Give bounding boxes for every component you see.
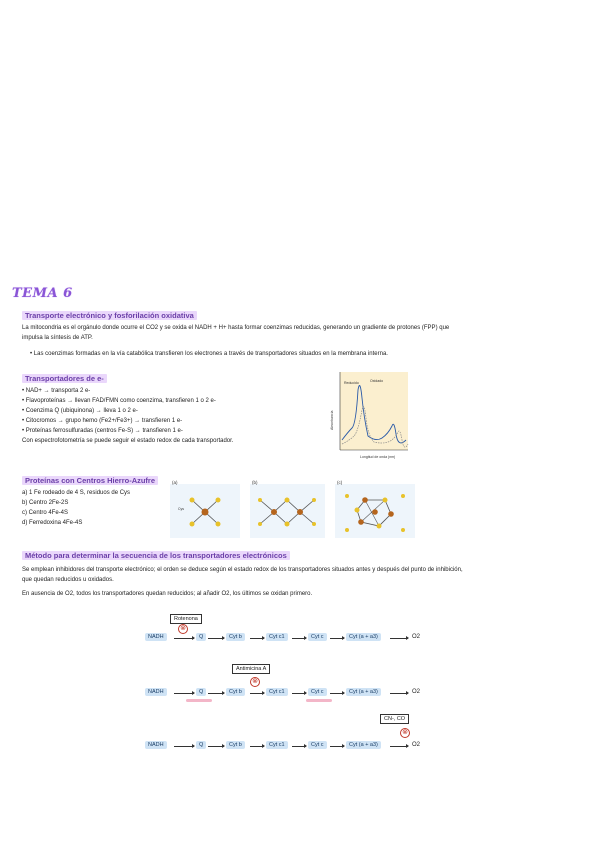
chain-arrow <box>250 638 264 639</box>
chain-node: Cyt (a + a3) <box>346 633 381 641</box>
chain-node: Cyt b <box>226 688 245 696</box>
panel-label: (c) <box>337 480 343 485</box>
electron-chain-rotenona <box>140 625 440 651</box>
cys-label: Cys <box>178 507 185 511</box>
chain-arrow <box>292 638 306 639</box>
list-item: • Proteínas ferrosulfuradas (centros Fe-S) → transfieren 1 e- <box>22 428 183 434</box>
chain-arrow <box>208 638 224 639</box>
chain-node: Cyt (a + a3) <box>346 688 381 696</box>
paragraph-method-cont: que quedan reducidos u oxidados. <box>22 577 114 583</box>
inhibitor-label-rotenona: Rotenona <box>170 614 202 624</box>
transporters-list <box>22 386 233 446</box>
chain-node: Cyt c1 <box>266 633 288 641</box>
chain-node: NADH <box>145 741 167 749</box>
chain-node: Cyt c <box>308 633 327 641</box>
chain-node: Cyt c <box>308 741 327 749</box>
oxidized-highlight <box>306 699 332 702</box>
chain-node: Q <box>196 688 206 696</box>
spectrum-xlabel: Longitud de onda (nm) <box>360 455 396 459</box>
chain-arrow <box>390 638 408 639</box>
fes-cluster-a <box>170 478 240 540</box>
paragraph-method-2: En ausencia de O2, todos los transportadores quedan reducidos; al añadir O2, los últimos se oxidan primero. <box>22 591 313 597</box>
chain-arrow <box>292 693 306 694</box>
chain-node: Q <box>196 633 206 641</box>
chain-node: Cyt b <box>226 741 245 749</box>
chain-node: Q <box>196 741 206 749</box>
electron-chain-antimicina <box>140 680 440 706</box>
list-item: b) Centro 2Fe-2S <box>22 500 69 506</box>
fes-cluster-c <box>335 478 415 540</box>
chain-arrow <box>174 746 194 747</box>
chain-arrow <box>390 693 408 694</box>
chain-node: Cyt b <box>226 633 245 641</box>
chain-node: Cyt c1 <box>266 741 288 749</box>
chain-arrow <box>292 746 306 747</box>
inhibitor-label-cn-co: CN-, CO <box>380 714 409 724</box>
spectrum-ylabel: Absorbancia <box>330 410 334 430</box>
section-heading-transporte: Transporte electrónico y fosforilación oxidativa <box>22 311 197 320</box>
paragraph-1-cont: impulsa la síntesis de ATP. <box>22 335 93 341</box>
spectrum-label-oxidized: Oxidado <box>370 379 384 383</box>
section-heading-fes: Proteínas con Centros Hierro-Azufre <box>22 476 158 485</box>
fes-cluster-b <box>250 478 325 540</box>
chain-arrow <box>174 693 194 694</box>
list-item: • Coenzima Q (ubiquinona) → lleva 1 o 2 e- <box>22 408 138 414</box>
chain-arrow <box>250 746 264 747</box>
chain-node: NADH <box>145 688 167 696</box>
section-heading-transportadores: Transportadores de e- <box>22 374 107 383</box>
chain-node: Cyt c1 <box>266 688 288 696</box>
chain-arrow <box>390 746 408 747</box>
list-item: d) Ferredoxina 4Fe-4S <box>22 520 83 526</box>
list-item: a) 1 Fe rodeado de 4 S, residuos de Cys <box>22 490 131 496</box>
inhibition-icon: ⊗ <box>178 624 188 634</box>
absorption-spectrum-figure <box>330 370 410 460</box>
list-item: • Citocromos → grupo hemo (Fe2+/Fe3+) → transfieren 1 e- <box>22 418 183 424</box>
panel-label: (a) <box>172 480 178 485</box>
inhibition-icon: ⊗ <box>400 728 410 738</box>
topic-title: TEMA 6 <box>12 286 73 301</box>
chain-arrow <box>330 746 344 747</box>
list-item: Con espectrofotometría se puede seguir el estado redox de cada transportador. <box>22 438 234 444</box>
chain-arrow <box>330 638 344 639</box>
section-heading-metodo: Método para determinar la secuencia de los transportadores electrónicos <box>22 551 290 560</box>
oxygen-label: O2 <box>412 634 421 640</box>
spectrum-label-reduced: Reducido <box>344 381 359 385</box>
fes-list <box>22 488 130 528</box>
chain-node: Cyt c <box>308 688 327 696</box>
chain-node: NADH <box>145 633 167 641</box>
chain-arrow <box>208 693 224 694</box>
chain-node: Cyt (a + a3) <box>346 741 381 749</box>
oxygen-label: O2 <box>412 689 421 695</box>
chain-arrow <box>174 638 194 639</box>
paragraph-1: La mitocondria es el orgánulo donde ocurre el CO2 y se oxida el NADH + H+ hasta formar coenzimas reducidas, generando un gradiente de protones (FPP) que <box>22 325 450 331</box>
electron-chain-cn-co <box>140 733 440 759</box>
list-item: • NAD+ → transporta 2 e- <box>22 388 91 394</box>
panel-label: (b) <box>252 480 258 485</box>
chain-arrow <box>250 693 264 694</box>
list-item: • Flavoproteínas → llevan FAD/FMN como coenzima, transfieren 1 o 2 e- <box>22 398 216 404</box>
inhibition-icon: ⊗ <box>250 677 260 687</box>
chain-arrow <box>208 746 224 747</box>
paragraph-method: Se emplean inhibidores del transporte electrónico; el orden se deduce según el estado redox de los transportadores situados antes y después del punto de inhibición, <box>22 567 463 573</box>
list-item: c) Centro 4Fe-4S <box>22 510 69 516</box>
oxygen-label: O2 <box>412 742 421 748</box>
paragraph-bullet: • Las coenzimas formadas en la vía catabólica transfieren los electrones a través de transportadores situados en la membrana interna. <box>30 351 388 357</box>
reduced-highlight <box>186 699 212 702</box>
inhibitor-label-antimicina: Antimicina A <box>232 664 270 674</box>
chain-arrow <box>330 693 344 694</box>
